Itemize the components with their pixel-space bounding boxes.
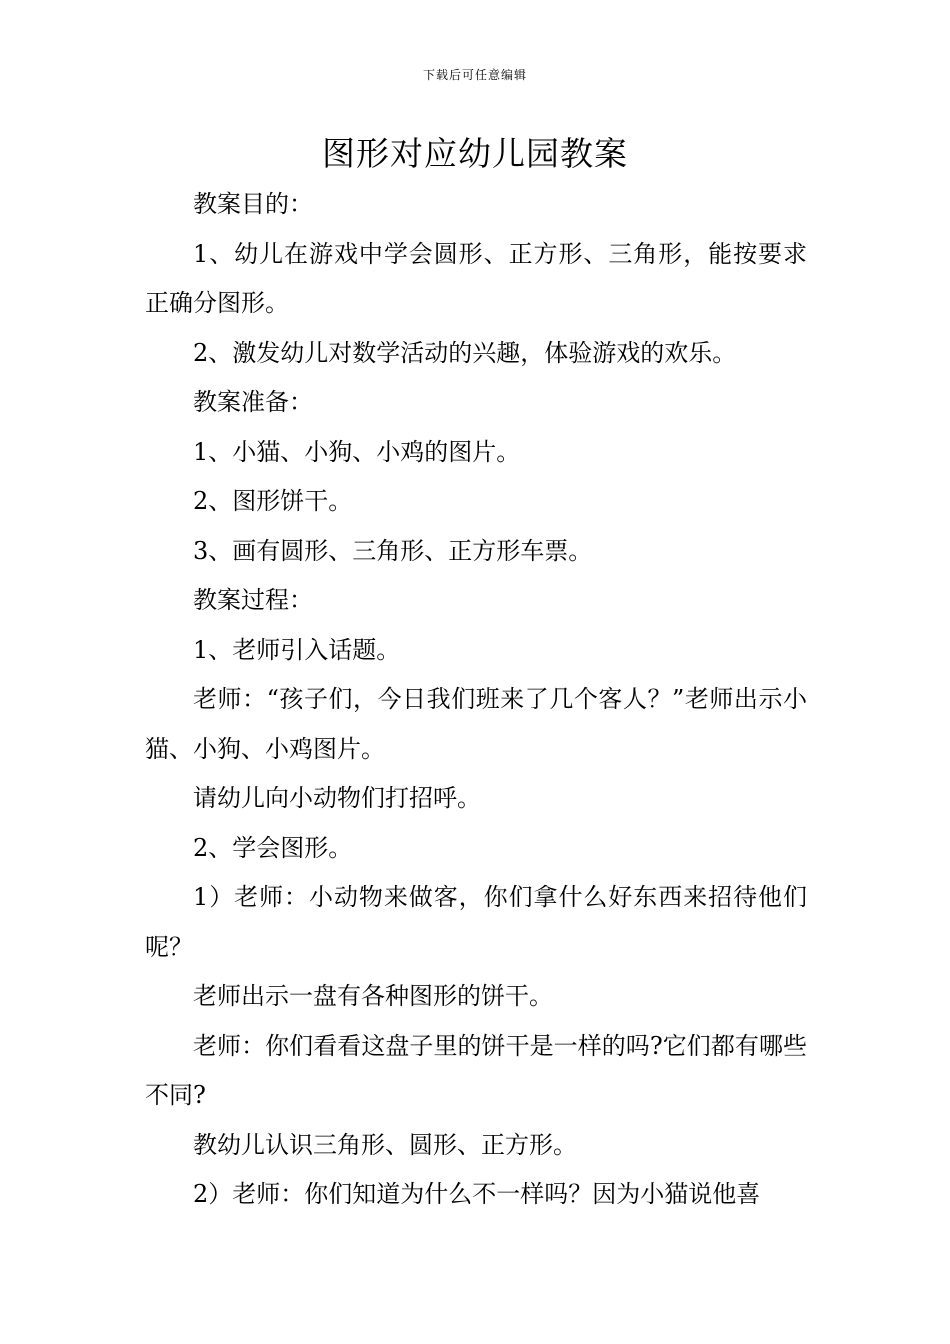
paragraph-process-2-1-teach: 教幼儿认识三角形、圆形、正方形。 [193, 1130, 577, 1159]
paragraph-process-2-1-question: 老师：你们看看这盘子里的饼干是一样的吗?它们都有哪些不同? [145, 1031, 807, 1109]
paragraph-process-1: 1、老师引入话题。 [193, 635, 401, 664]
paragraph-process-1-greeting: 请幼儿向小动物们打招呼。 [193, 784, 481, 812]
paragraph-process-1-detail: 老师：“孩子们，今日我们班来了几个客人？”老师出示小猫、小狗、小鸡图片。 [145, 685, 807, 763]
paragraph-objective-1: 1、幼儿在游戏中学会圆形、正方形、三角形，能按要求正确分图形。 [145, 239, 807, 317]
paragraph-objectives-heading: 教案目的： [193, 190, 313, 218]
paragraph-objective-2: 2、激发幼儿对数学活动的兴趣，体验游戏的欢乐。 [193, 338, 737, 367]
document-body [145, 180, 807, 1220]
paragraph-process-2-1: 1）老师：小动物来做客，你们拿什么好东西来招待他们呢？ [145, 883, 807, 961]
page-title: 图形对应幼儿园教案 [322, 134, 628, 173]
paragraph-process-2-2: 2）老师：你们知道为什么不一样吗？因为小猫说他喜 [193, 1180, 761, 1208]
paragraph-preparation-2: 2、图形饼干。 [193, 487, 353, 515]
paragraph-preparation-1: 1、小猫、小狗、小鸡的图片。 [193, 437, 521, 466]
header-note: 下载后可任意编辑 [422, 68, 527, 82]
paragraph-process-2-1-show: 老师出示一盘有各种图形的饼干。 [193, 982, 553, 1010]
paragraph-process-heading: 教案过程： [193, 586, 313, 614]
paragraph-process-2: 2、学会图形。 [193, 833, 353, 862]
paragraph-preparation-heading: 教案准备： [193, 388, 313, 416]
paragraph-preparation-3: 3、画有圆形、三角形、正方形车票。 [193, 536, 593, 565]
